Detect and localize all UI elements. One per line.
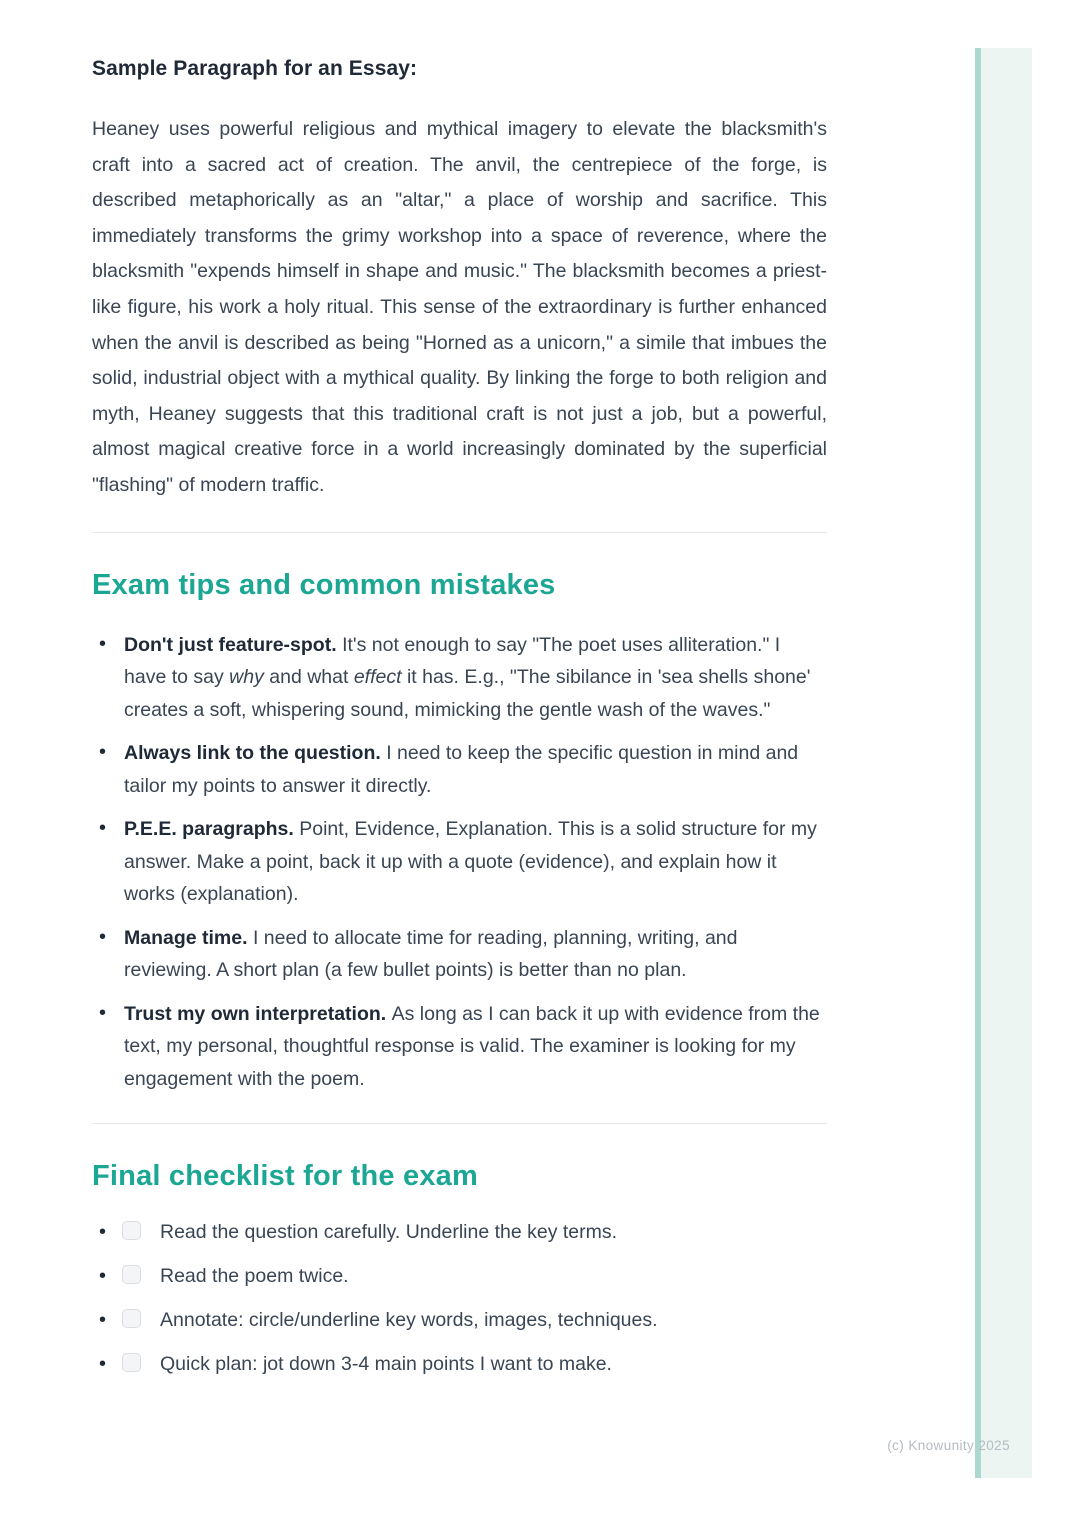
final-checklist-heading: Final checklist for the exam <box>92 1160 478 1193</box>
exam-tips-heading: Exam tips and common mistakes <box>92 568 556 601</box>
tip-lead: Trust my own interpretation. <box>124 1002 392 1025</box>
checkbox-unchecked[interactable] <box>122 1221 141 1240</box>
checkbox-unchecked[interactable] <box>122 1353 141 1372</box>
checkbox-unchecked[interactable] <box>122 1309 141 1328</box>
checklist-item <box>92 1307 827 1333</box>
tip-item: • Manage time. I need to allocate time for reading, planning, writing, and reviewing. A short plan (a few bullet points) is better than no plan. <box>92 922 827 987</box>
sample-essay-paragraph: Heaney uses powerful religious and mythical imagery to elevate the blacksmith's craft into a sacred act of creation. The anvil, the centrepiece of the forge, is described metaphorically as an "altar," a place of worship and sacrifice. This immediately transforms the grimy workshop into a space of reverence, where the blacksmith "expends himself in shape and music." The blacksmith becomes a priest-like figure, his work a holy ritual. This sense of the extraordinary is further enhanced when the anvil is described as being "Horned as a unicorn," a simile that imbues the solid, industrial object with a mythical quality. By linking the forge to both religion and myth, Heaney suggests that this traditional craft is not just a job, but a powerful, almost magical creative force in a world increasingly dominated by the superficial "flashing" of modern traffic. <box>92 118 827 496</box>
tip-lead: Always link to the question. <box>124 742 387 765</box>
accent-side-panel <box>981 48 1032 1478</box>
sample-paragraph-heading: Sample Paragraph for an Essay: <box>92 57 418 80</box>
tip-lead: Don't just feature-spot. <box>124 633 343 656</box>
checklist-item-label: Annotate: circle/underline key words, images, techniques. <box>160 1309 658 1332</box>
checklist-item-label: Read the question carefully. Underline the key terms. <box>160 1221 618 1244</box>
exam-tips-list <box>92 629 827 1096</box>
copyright-watermark: (c) Knowunity 2025 <box>887 1438 1010 1453</box>
final-checklist <box>92 1219 827 1377</box>
checklist-item <box>92 1263 827 1289</box>
page-edge-accent <box>975 48 1032 1478</box>
emphasized-term: effect <box>353 666 402 689</box>
tip-lead: P.E.E. paragraphs. <box>124 818 300 841</box>
tip-item: • Always link to the question. I need to keep the specific question in mind and tailor my points to answer it directly. <box>92 737 827 802</box>
emphasized-term: why <box>229 666 264 689</box>
section-divider <box>92 1123 827 1124</box>
section-divider <box>92 532 827 533</box>
tip-item: • Trust my own interpretation. As long as I can back it up with evidence from the text, my personal, thoughtful response is valid. The examiner is looking for my engagement with the poem. <box>92 998 827 1096</box>
checkbox-unchecked[interactable] <box>122 1265 141 1284</box>
checklist-item-label: Read the poem twice. <box>160 1265 349 1288</box>
checklist-item-label: Quick plan: jot down 3-4 main points I want to make. <box>160 1353 612 1376</box>
tip-item: • Don't just feature-spot. It's not enough to say "The poet uses alliteration." I have to say why and what effect it has. E.g., "The sibilance in 'sea shells shone' creates a soft, whispering sound, mimicking the gentle wash of the waves." <box>92 629 827 727</box>
document-content <box>92 56 827 1395</box>
checklist-item <box>92 1219 827 1245</box>
tip-item: • P.E.E. paragraphs. Point, Evidence, Explanation. This is a solid structure for my answer. Make a point, back it up with a quote (evidence), and explain how it works (explanation). <box>92 813 827 911</box>
checklist-item <box>92 1351 827 1377</box>
tip-lead: Manage time. <box>124 926 253 949</box>
